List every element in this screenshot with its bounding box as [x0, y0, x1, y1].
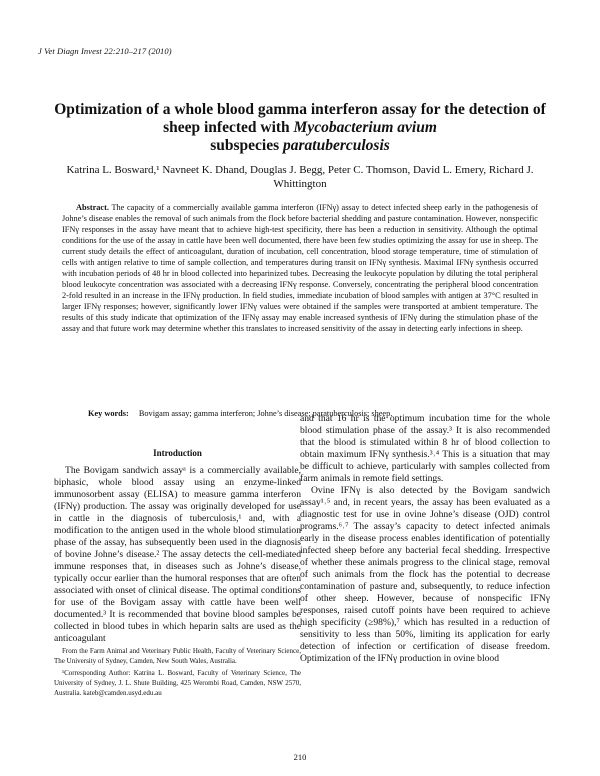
- intro-paragraph-1-continued: and that 16 hr is the optimum incubation time for the whole blood stimulation phase of the assay.³ It is also recommended that the blood is stimulated within 8 hr of blood collection to obtain maximum IFNγ synthesis.³˒⁴ This is a situation that may be difficult to achieve, particularly with samples collected from farm animals in remote field settings.: [300, 413, 550, 484]
- page-number: 210: [293, 752, 307, 762]
- title-italic-2: paratuberculosis: [282, 137, 390, 154]
- intro-paragraph-1: The Bovigam sandwich assayᵃ is a commercially available, biphasic, whole blood assay using an enzyme-linked immunosorbent assay (ELISA) to measure gamma interferon (IFNγ) production. The assay was originally developed for use in cattle in the diagnosis of tuberculosis,¹ and, with a modification to the antigen used in the whole blood stimulation phase of the assay, has subsequently been used in the diagnosis of bovine Johne’s disease.² The assay detects the cell-mediated immune responses that, in diseases such as Johne’s disease, typically occur earlier than the humoral responses that are often associated with onset of clinical disease. The optimal conditions for use of the Bovigam assay with cattle have been well documented.³ It is recommended that bovine blood samples be collected in blood tubes in which heparin salts are used as the anticoagulant: [54, 465, 301, 644]
- footnote-corresponding-author: ¹Corresponding Author: Katrina L. Bosward, Faculty of Veterinary Science, The University of Sydney, J. L. Shute Building, 425 Werombi Road, Camden, NSW 2570, Australia. kateb@camden.usyd.edu.au: [54, 669, 301, 697]
- journal-reference: J Vet Diagn Invest 22:210–217 (2010): [38, 46, 172, 56]
- intro-paragraph-2: Ovine IFNγ is also detected by the Bovigam sandwich assay¹˒⁵ and, in recent years, the assay has been evaluated as a diagnostic test for use in ovine Johne’s disease (OJD) control programs.⁶˒⁷ The assay’s capacity to detect infected animals early in the disease process enables identification of potentially infected sheep before any bacterial fecal shedding. Irrespective of whether these animals progress to the clinical stage, removal of such animals from the flock has the potential to decrease contamination of pasture and, subsequently, to reduce infection of other sheep. However, because of nonspecific IFNγ responses, raised cutoff points have been required to achieve high specificity (≥98%),⁷ which has resulted in a reduction of sensitivity to less than 50%, limiting its application for early detection of infection or certification of disease freedom. Optimization of the IFNγ production in ovine blood: [300, 485, 550, 664]
- section-heading-introduction: Introduction: [153, 448, 202, 458]
- abstract: [62, 202, 538, 334]
- right-column: [300, 413, 550, 665]
- title-part-2: subspecies: [210, 137, 280, 154]
- title-italic-1: Mycobacterium avium: [293, 119, 437, 136]
- author-list: Katrina L. Bosward,¹ Navneet K. Dhand, Douglas J. Begg, Peter C. Thomson, David L. Emery, Richard J. Whittington: [66, 164, 534, 190]
- article-title: [40, 101, 560, 155]
- footnotes: [54, 646, 301, 700]
- abstract-text: The capacity of a commercially available gamma interferon (IFNγ) assay to detect infected sheep early in the pathogenesis of Johne’s disease enables the removal of such animals from the flock before bacterial shedding and pasture contamination. However, nonspecific IFNγ responses in the assay have meant that to achieve high-test specificity, there has been a reduction in sensitivity. Although the optimal conditions for the use of the assay in cattle have been well documented, there have been few studies optimizing the assay for use in sheep. The current study details the effect of anticoagulant, duration of incubation, cell concentration, blood storage temperature, time of stimulation of cells with antigen relative to time of sample collection, and temperatures during transit on IFNγ synthesis. Maximal IFNγ synthesis occurred with incubation periods of 48 hr in blood collected into heparinized tubes. Decreasing the leukocyte population by diluting the total peripheral blood leukocyte concentration was associated with a decreasing IFNγ response. Conversely, concentrating the peripheral blood concentration 2-fold resulted in an increase in the IFNγ production. In field studies, immediate incubation of blood samples with antigen at 37°C resulted in larger IFNγ responses; however, significantly lower IFNγ values were obtained if the samples were transported at ambient temperature. The results of this study indicate that optimization of the IFNγ assay may enable increased synthesis of IFNγ during the stimulation phase of the assay and that future work may determine whether this translates to increased sensitivity of the assay in detecting early infections in sheep.: [62, 203, 538, 333]
- abstract-label: Abstract.: [76, 203, 109, 212]
- title-part-1: Optimization of a whole blood gamma interferon assay for the detection of sheep infected with: [54, 101, 546, 136]
- keywords-text: Bovigam assay; gamma interferon; Johne’s disease; paratuberculosis; sheep.: [138, 409, 393, 418]
- keywords-label: Key words:: [88, 409, 129, 418]
- footnote-affiliation: From the Farm Animal and Veterinary Public Health, Faculty of Veterinary Science, The University of Sydney, Camden, New South Wales, Australia.: [54, 647, 301, 665]
- left-column: [54, 416, 301, 645]
